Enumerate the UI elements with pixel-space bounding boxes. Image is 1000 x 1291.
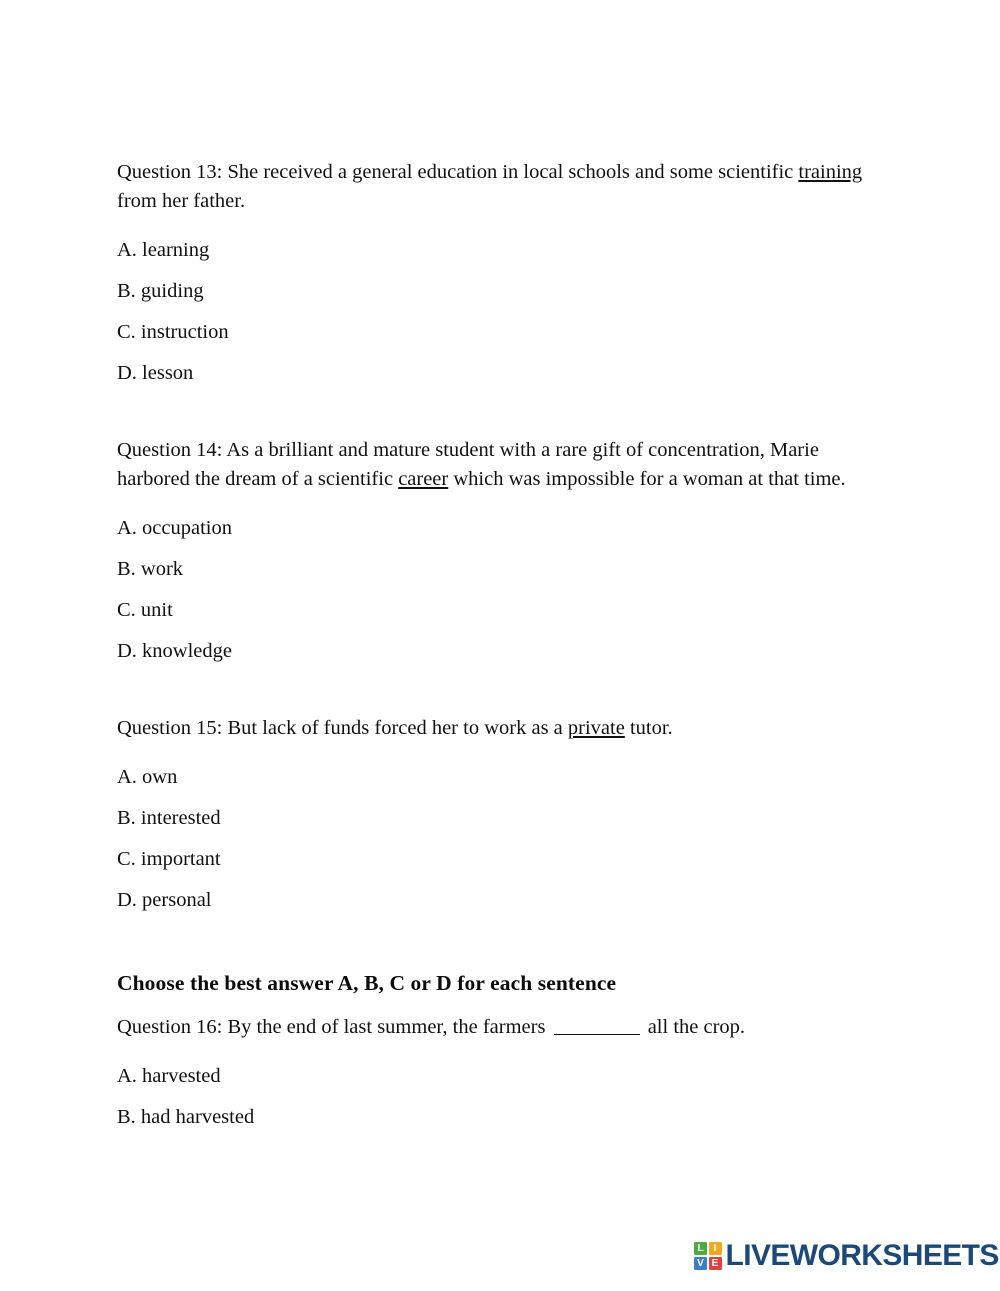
spacer (117, 921, 879, 969)
question-stem-13 (117, 158, 879, 216)
option-16-b[interactable]: B. had harvested (117, 1106, 255, 1128)
liveworksheets-wordmark: LIVEWORKSHEETS (725, 1239, 999, 1272)
option-13-c[interactable]: C. instruction (117, 321, 229, 343)
question-stem-14-underlined: career (398, 468, 449, 490)
option-13-b[interactable]: B. guiding (117, 280, 204, 302)
question-stem-15 (117, 714, 879, 743)
option-14-a[interactable]: A. occupation (117, 517, 232, 539)
question-block-16 (117, 1013, 879, 1138)
option-15-b[interactable]: B. interested (117, 807, 221, 829)
question-stem-16-after: all the crop. (642, 1016, 746, 1038)
section-heading: Choose the best answer A, B, C or D for each sentence (117, 971, 617, 995)
spacer (117, 672, 879, 714)
question-stem-15-after: tutor. (624, 717, 673, 739)
question-stem-14-after: which was impossible for a woman at that time. (448, 468, 846, 490)
option-14-d[interactable]: D. knowledge (117, 640, 233, 662)
option-14-b[interactable]: B. work (117, 558, 184, 580)
logo-cell-l: L (694, 1242, 707, 1255)
question-block-14 (117, 436, 879, 672)
option-15-d[interactable]: D. personal (117, 889, 212, 911)
answer-blank-16[interactable] (554, 1034, 640, 1035)
logo-cell-v: V (694, 1257, 707, 1270)
question-stem-14 (117, 436, 879, 494)
option-13-d[interactable]: D. lesson (117, 362, 194, 384)
question-stem-16 (117, 1013, 879, 1042)
question-stem-14-before: Question 14: As a brilliant and mature student with a rare gift of concentration, Marie harbored the dream of a scientific (117, 439, 819, 490)
option-15-c[interactable]: C. important (117, 848, 221, 870)
question-stem-13-underlined: training (798, 161, 863, 183)
question-stem-15-underlined: private (567, 717, 625, 739)
question-stem-15-before: Question 15: But lack of funds forced her to work as a (117, 717, 568, 739)
worksheet-content (117, 158, 879, 1138)
question-stem-13-before: Question 13: She received a general education in local schools and some scientific (117, 161, 799, 183)
liveworksheets-logo (694, 1241, 999, 1271)
liveworksheets-logo-icon (694, 1242, 722, 1270)
question-stem-13-after: from her father. (117, 190, 246, 212)
spacer (117, 394, 879, 436)
option-14-c[interactable]: C. unit (117, 599, 173, 621)
logo-cell-e: E (709, 1257, 722, 1270)
option-15-a[interactable]: A. own (117, 766, 178, 788)
question-block-15 (117, 714, 879, 921)
question-stem-16-before: Question 16: By the end of last summer, the farmers (117, 1016, 551, 1038)
logo-cell-i: I (709, 1242, 722, 1255)
option-16-a[interactable]: A. harvested (117, 1065, 221, 1087)
question-block-13 (117, 158, 879, 394)
option-13-a[interactable]: A. learning (117, 239, 210, 261)
